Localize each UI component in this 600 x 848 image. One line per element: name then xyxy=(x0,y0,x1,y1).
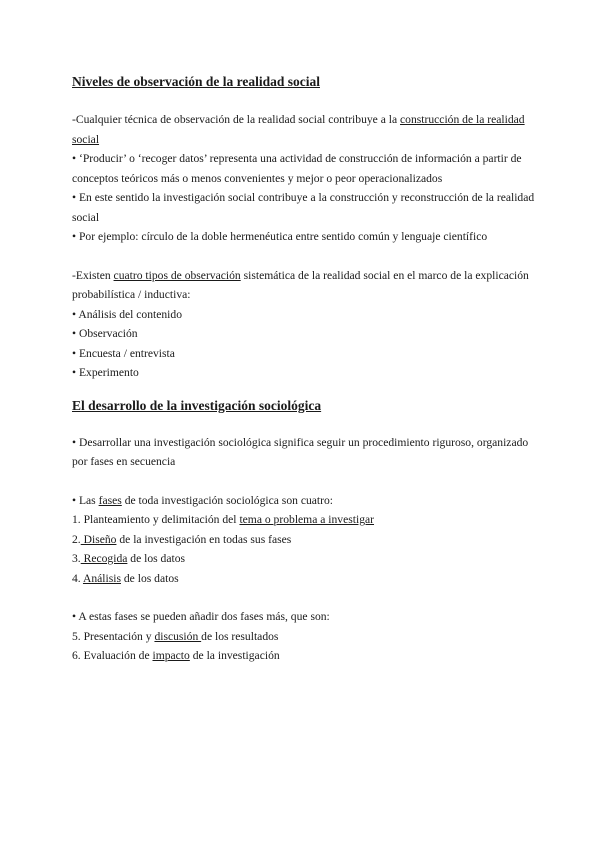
underlined-term: Recogida xyxy=(80,552,128,565)
paragraph-tipos-observacion xyxy=(72,266,542,305)
text-fragment: 1. Planteamiento y delimitación del xyxy=(72,513,240,526)
text-fragment: 6. Evaluación de xyxy=(72,649,153,662)
text-fragment: 4. xyxy=(72,571,83,585)
phase-item xyxy=(72,569,542,589)
text-fragment: de la investigación en todas sus fases xyxy=(116,532,292,546)
text-fragment: 3. xyxy=(72,552,81,565)
phase-item xyxy=(72,646,542,666)
heading-niveles-observacion: Niveles de observación de la realidad social xyxy=(72,74,320,89)
bullet-investigacion-social: • En este sentido la investigación social contribuye a la construcción y reconstrucción de la realidad social xyxy=(72,191,535,224)
list-item-type: • Observación xyxy=(72,327,138,340)
document-page xyxy=(72,72,542,666)
underlined-term: impacto xyxy=(152,649,190,662)
underlined-term: Diseño xyxy=(80,532,117,546)
bullet-desarrollar: • Desarrollar una investigación sociológica significa seguir un procedimiento riguroso, organizado por fases en secuencia xyxy=(72,435,529,468)
bullet-ejemplo: • Por ejemplo: círculo de la doble hermenéutica entre sentido común y lenguaje científico xyxy=(72,230,488,243)
phase-item xyxy=(72,530,542,550)
text-fragment: -Cualquier técnica de observación de la realidad social contribuye a la xyxy=(72,113,401,126)
text-fragment: 5. Presentación y xyxy=(72,629,155,643)
bullet-fases-extra: • A estas fases se pueden añadir dos fases más, que son: xyxy=(72,610,330,623)
bullet-producir-datos: • ‘Producir’ o ‘recoger datos’ representa una actividad de construcción de información a partir de conceptos teóricos más o menos convenientes y mejor o peor operacionalizados xyxy=(72,152,522,185)
paragraph-construccion xyxy=(72,110,542,149)
list-item-type: • Análisis del contenido xyxy=(72,307,182,321)
text-fragment: de los resultados xyxy=(201,629,279,643)
heading-desarrollo-investigacion: El desarrollo de la investigación sociológica xyxy=(72,397,322,413)
text-fragment: sistemática de la realidad social en el marco de la explicación probabilística / inductiva: xyxy=(72,268,529,301)
text-fragment: • Las xyxy=(72,493,99,507)
phase-item xyxy=(72,510,542,530)
underlined-term: fases xyxy=(98,493,122,507)
text-fragment: de los datos xyxy=(120,571,179,585)
list-item-type: • Experimento xyxy=(72,366,139,379)
text-fragment: de la investigación xyxy=(189,649,280,662)
phase-item xyxy=(72,549,542,569)
underlined-term: construcción de la realidad social xyxy=(72,113,525,146)
underlined-term: Análisis xyxy=(82,571,121,585)
paragraph-fases xyxy=(72,491,542,511)
text-fragment: -Existen xyxy=(72,268,114,282)
text-fragment: de toda investigación sociológica son cuatro: xyxy=(121,493,334,507)
underlined-term: cuatro tipos de observación xyxy=(113,268,241,282)
list-item-type: • Encuesta / entrevista xyxy=(72,346,175,360)
phase-item xyxy=(72,627,542,647)
underlined-term: tema o problema a investigar xyxy=(239,513,375,526)
text-fragment: de los datos xyxy=(127,552,186,565)
text-fragment: 2. xyxy=(72,532,81,546)
underlined-term: discusión xyxy=(154,629,202,643)
